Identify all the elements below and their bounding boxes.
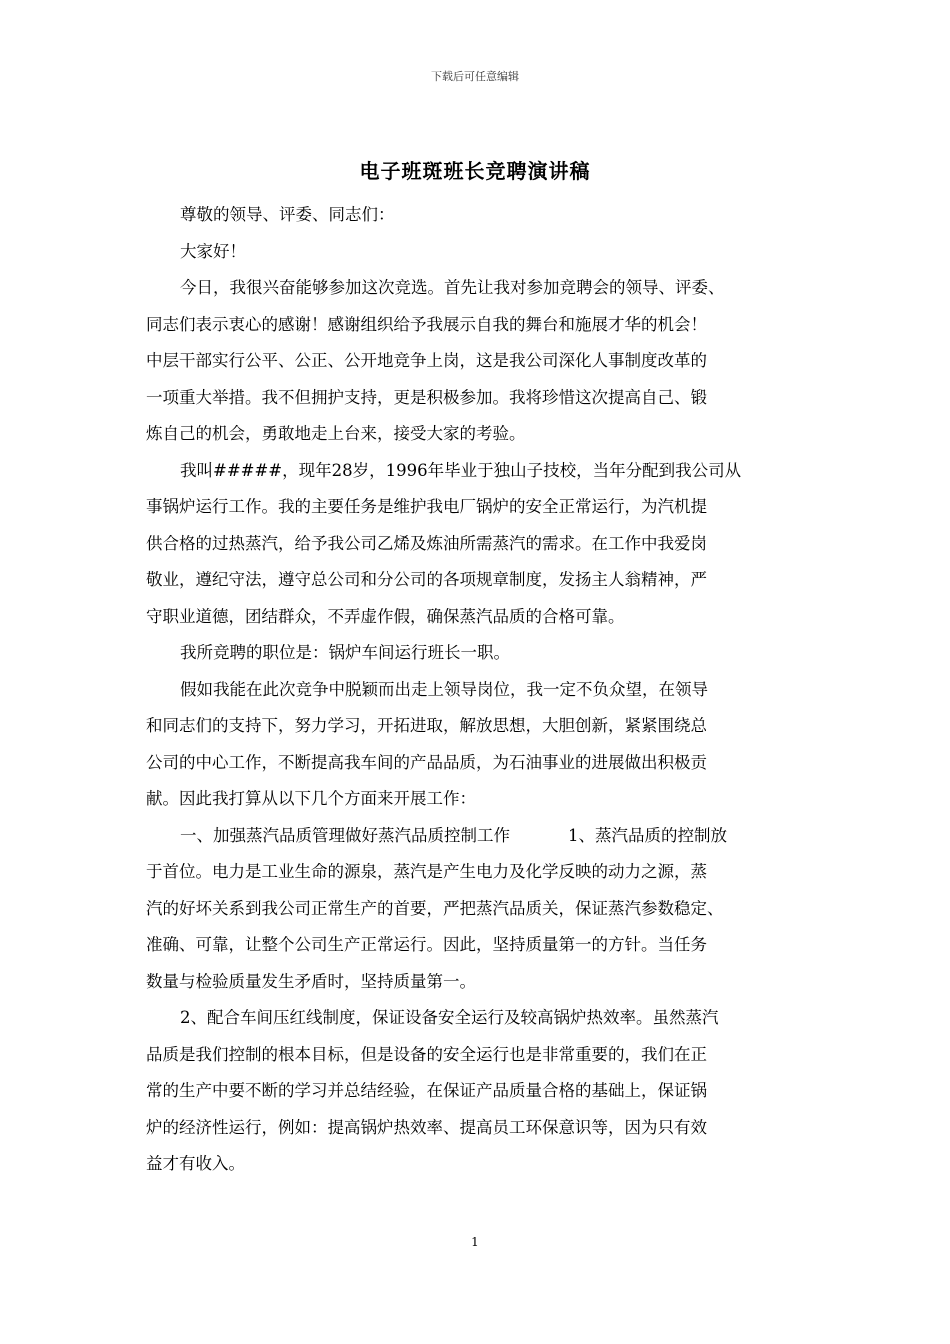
paragraph-line: 于首位。电力是工业生命的源泉，蒸汽是产生电力及化学反映的动力之源，蒸 — [146, 862, 707, 881]
paragraph-line: 公司的中心工作，不断提高我车间的产品品质，为石油事业的进展做出积极贡 — [146, 752, 707, 772]
paragraph-line: 中层干部实行公平、公正、公开地竞争上岗，这是我公司深化人事制度改革的 — [146, 351, 707, 370]
page-header-note: 下载后可任意编辑 — [431, 70, 519, 83]
paragraph-line: 我所竞聘的职位是：锅炉车间运行班长一职。 — [180, 643, 510, 662]
paragraph-line: 数量与检验质量发生矛盾时，坚持质量第一。 — [146, 971, 476, 991]
subsection-start: 1、蒸汽品质的控制放 — [568, 825, 727, 845]
paragraph-line: 敬业，遵纪守法，遵守总公司和分公司的各项规章制度，发扬主人翁精神，严 — [146, 570, 707, 589]
paragraph-line: 益才有收入。 — [146, 1154, 245, 1173]
paragraph-line: 品质是我们控制的根本目标，但是设备的安全运行也是非常重要的，我们在正 — [146, 1044, 707, 1064]
paragraph-line: 事锅炉运行工作。我的主要任务是维护我电厂锅炉的安全正常运行，为汽机提 — [146, 497, 707, 516]
greeting: 大家好！ — [180, 241, 246, 261]
paragraph-line: 准确、可靠，让整个公司生产正常运行。因此，坚持质量第一的方针。当任务 — [146, 935, 707, 954]
paragraph-line: 一项重大举措。我不但拥护支持，更是积极参加。我将珍惜这次提高自己、锻 — [146, 387, 707, 407]
section-heading: 一、加强蒸汽品质管理做好蒸汽品质控制工作 — [180, 825, 510, 845]
page-number: 1 — [471, 1235, 479, 1249]
paragraph-line: 炉的经济性运行，例如：提高锅炉热效率、提高员工环保意识等，因为只有效 — [146, 1117, 707, 1137]
paragraph-line: 同志们表示衷心的感谢！感谢组织给予我展示自我的舞台和施展才华的机会！ — [146, 314, 707, 334]
paragraph-line: 守职业道德，团结群众，不弄虚作假，确保蒸汽品质的合格可靠。 — [146, 606, 625, 626]
document-body — [146, 197, 826, 1183]
paragraph-line: 常的生产中要不断的学习并总结经验，在保证产品质量合格的基础上，保证锅 — [146, 1081, 707, 1100]
paragraph-line: 汽的好坏关系到我公司正常生产的首要，严把蒸汽品质关，保证蒸汽参数稳定、 — [146, 898, 724, 918]
paragraph-line: 假如我能在此次竞争中脱颖而出走上领导岗位，我一定不负众望，在领导 — [180, 679, 708, 699]
document-title: 电子班斑班长竞聘演讲稿 — [359, 159, 591, 183]
paragraph-line: 2、配合车间压红线制度，保证设备安全运行及较高锅炉热效率。虽然蒸汽 — [180, 1008, 719, 1027]
paragraph-line: 和同志们的支持下，努力学习，开拓进取，解放思想，大胆创新，紧紧围绕总 — [146, 716, 707, 735]
paragraph-line: 今日，我很兴奋能够参加这次竞选。首先让我对参加竞聘会的领导、评委、 — [180, 278, 725, 297]
paragraph-line: 供合格的过热蒸汽，给予我公司乙烯及炼油所需蒸汽的需求。在工作中我爱岗 — [146, 533, 707, 553]
section-heading-line — [146, 818, 826, 855]
paragraph-line: 炼自己的机会，勇敢地走上台来，接受大家的考验。 — [146, 424, 526, 443]
salutation: 尊敬的领导、评委、同志们： — [180, 205, 395, 224]
paragraph-line: 献。因此我打算从以下几个方面来开展工作： — [146, 789, 476, 808]
paragraph-line: 我叫#####，现年28岁，1996年毕业于独山子技校，当年分配到我公司从 — [180, 460, 742, 480]
